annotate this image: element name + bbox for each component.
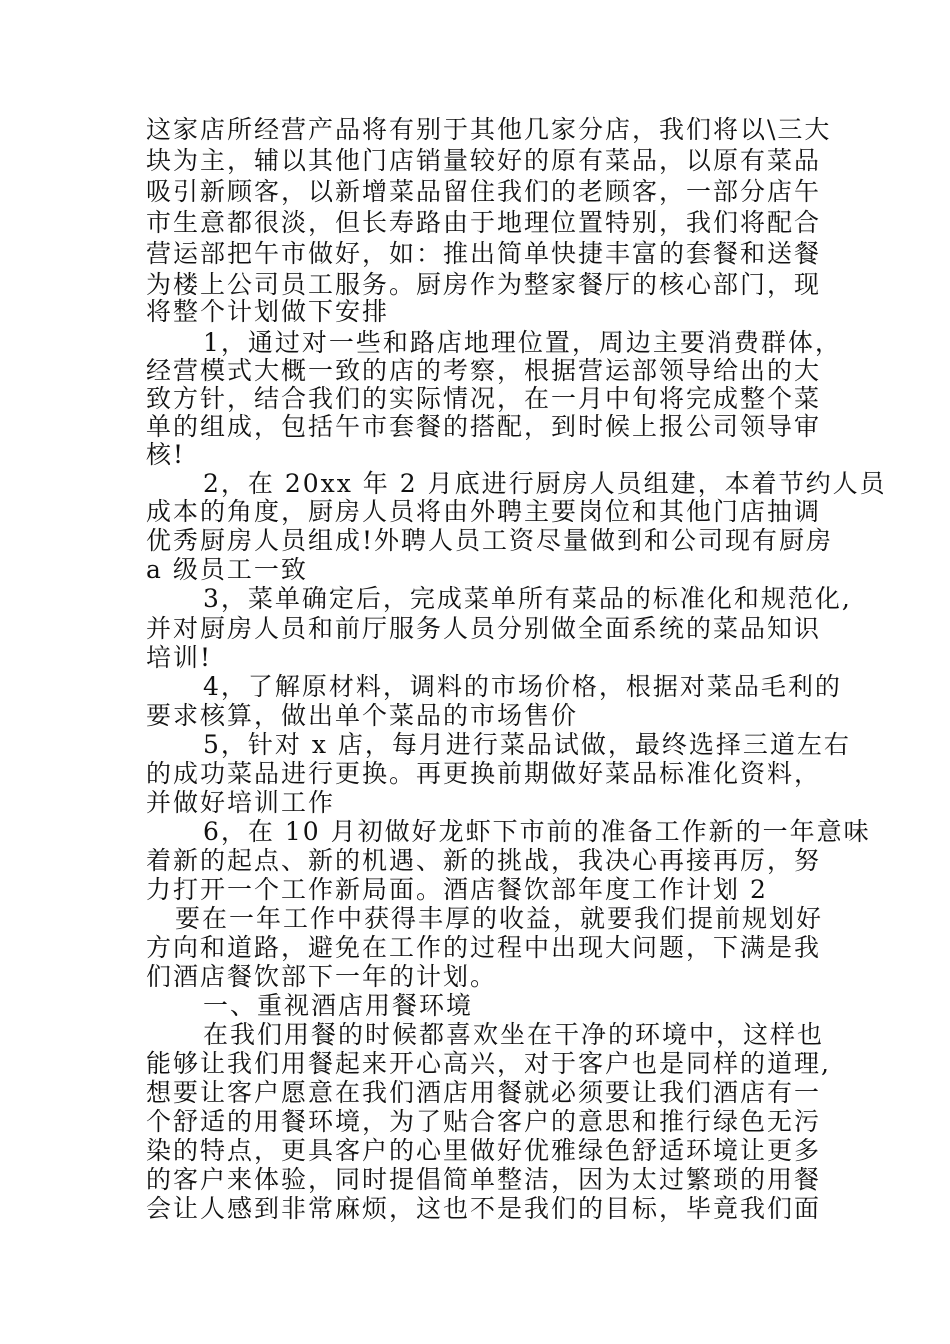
text-line: 致方针，结合我们的实际情况，在一月中旬将完成整个菜 xyxy=(146,384,822,413)
text-line: 染的特点，更具客户的心里做好优雅绿色舒适环境让更多 xyxy=(146,1136,822,1165)
text-line: 核! xyxy=(146,440,186,469)
text-line: 培训! xyxy=(146,643,213,672)
text-line: 并对厨房人员和前厅服务人员分别做全面系统的菜品知识 xyxy=(146,614,822,643)
text-line: 将整个计划做下安排 xyxy=(146,297,390,326)
text-line: 能够让我们用餐起来开心高兴，对于客户也是同样的道理, xyxy=(146,1049,831,1078)
text-line: 优秀厨房人员组成!外聘人员工资尽量做到和公司现有厨房 xyxy=(146,526,834,555)
section-heading: 一、重视酒店用餐环境 xyxy=(203,991,474,1020)
text-line: 块为主，辅以其他门店销量较好的原有菜品，以原有菜品 xyxy=(146,146,822,175)
text-line: 方向和道路，避免在工作的过程中出现大问题，下满是我 xyxy=(146,933,822,962)
text-line: 为楼上公司员工服务。厨房作为整家餐厅的核心部门，现 xyxy=(146,270,822,299)
text-line: 2，在 20xx 年 2 月底进行厨房人员组建，本着节约人员 xyxy=(203,469,887,498)
text-line: 成本的角度，厨房人员将由外聘主要岗位和其他门店抽调 xyxy=(146,497,822,526)
text-line: 会让人感到非常麻烦，这也不是我们的目标，毕竟我们面 xyxy=(146,1194,822,1223)
text-line: 并做好培训工作 xyxy=(146,788,336,817)
text-line: 个舒适的用餐环境，为了贴合客户的意思和推行绿色无污 xyxy=(146,1107,822,1136)
text-line: a 级员工一致 xyxy=(146,555,308,584)
text-line: 要在一年工作中获得丰厚的收益，就要我们提前规划好 xyxy=(175,904,824,933)
text-line: 在我们用餐的时候都喜欢坐在干净的环境中，这样也 xyxy=(203,1020,825,1049)
text-line: 想要让客户愿意在我们酒店用餐就必须要让我们酒店有一 xyxy=(146,1078,822,1107)
text-line: 市生意都很淡，但长寿路由于地理位置特别，我们将配合 xyxy=(146,208,822,237)
text-line: 营运部把午市做好，如：推出简单快捷丰富的套餐和送餐 xyxy=(146,239,822,268)
text-line: 们酒店餐饮部下一年的计划。 xyxy=(146,962,498,991)
text-line: 1，通过对一些和路店地理位置，周边主要消费群体， xyxy=(203,328,842,357)
text-line: 这家店所经营产品将有别于其他几家分店，我们将以\三大 xyxy=(146,115,832,144)
text-line: 单的组成，包括午市套餐的搭配，到时候上报公司领导审 xyxy=(146,412,822,441)
text-line: 6，在 10 月初做好龙虾下市前的准备工作新的一年意味 xyxy=(203,817,871,846)
text-line: 4，了解原材料，调料的市场价格，根据对菜品毛利的 xyxy=(203,672,842,701)
text-line: 的成功菜品进行更换。再更换前期做好菜品标准化资料， xyxy=(146,759,822,788)
text-line: 力打开一个工作新局面。酒店餐饮部年度工作计划 2 xyxy=(146,875,768,904)
text-line: 要求核算，做出单个菜品的市场售价 xyxy=(146,701,579,730)
text-line: 的客户来体验，同时提倡简单整洁，因为太过繁琐的用餐 xyxy=(146,1165,822,1194)
text-line: 着新的起点、新的机遇、新的挑战，我决心再接再厉，努 xyxy=(146,846,822,875)
text-line: 5，针对 x 店，每月进行菜品试做，最终选择三道左右 xyxy=(203,730,851,759)
text-line: 经营模式大概一致的店的考察，根据营运部领导给出的大 xyxy=(146,356,822,385)
text-line: 吸引新顾客，以新增菜品留住我们的老顾客，一部分店午 xyxy=(146,177,822,206)
text-line: 3，菜单确定后，完成菜单所有菜品的标准化和规范化, xyxy=(203,584,852,613)
